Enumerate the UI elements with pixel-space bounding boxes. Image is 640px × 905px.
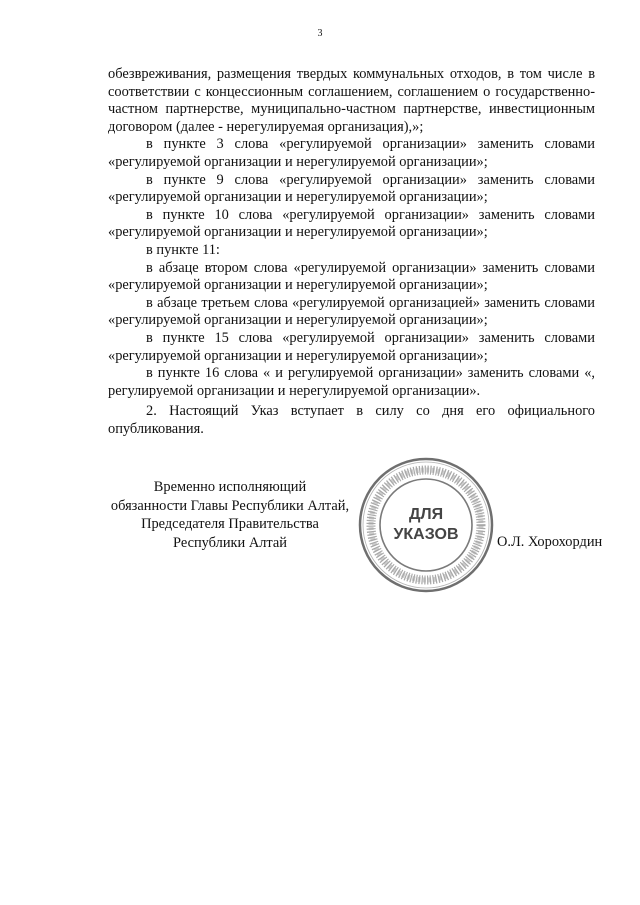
text-line: обезвреживания, размещения твердых коммунальных отходов, в том числе bbox=[108, 66, 583, 82]
paragraph-item-3 bbox=[108, 136, 595, 171]
paragraph-effective-date bbox=[108, 403, 595, 438]
text-line: словами «регулируемой организации и нерегулируемой организации»; bbox=[108, 259, 595, 294]
text-line: в пункте 3 слова «регулируемой организации» заменить словами bbox=[146, 136, 595, 153]
text-line: в пункте 11: bbox=[146, 241, 220, 258]
text-line: в пункте 16 слова « и регулируемой организации» заменить словами bbox=[146, 365, 580, 382]
signatory-title-line: обязанности Главы Республики Алтай, bbox=[110, 497, 350, 514]
seal-text-line1: ДЛЯ bbox=[408, 506, 444, 523]
signatory-name: О.Л. Хорохордин bbox=[497, 534, 603, 550]
text-line: 2. Настоящий Указ вступает в силу со дня его официального bbox=[146, 403, 595, 420]
seal-text-line2: УКАЗОВ bbox=[393, 526, 459, 543]
text-line: в соответствии с концессионным соглашением, соглашением о bbox=[108, 66, 595, 100]
text-line: в пункте 9 слова «регулируемой организации» заменить словами bbox=[146, 171, 595, 188]
text-line: в пункте 15 слова «регулируемой организации» заменить словами bbox=[146, 329, 595, 346]
text-line: «, регулируемой организации и нерегулируемой организации». bbox=[108, 365, 595, 399]
text-line: «регулируемой организации и нерегулируемой организации»; bbox=[108, 224, 488, 241]
signatory-title-line: Временно исполняющий bbox=[153, 479, 307, 495]
paragraph-item-15 bbox=[108, 330, 595, 365]
text-line: в абзаце третьем слова «регулируемой организацией» заменить bbox=[146, 294, 541, 311]
text-line: инвестиционным договором (далее - нерегулируемая организация),»; bbox=[108, 101, 595, 135]
paragraph-continuation bbox=[108, 66, 595, 136]
text-line: «регулируемой организации и нерегулируемой организации»; bbox=[108, 347, 488, 364]
signatory-title-line: Председателя Правительства bbox=[141, 516, 319, 533]
text-line: опубликования. bbox=[108, 420, 204, 437]
paragraph-item-16 bbox=[108, 365, 595, 400]
paragraph-item-11-third bbox=[108, 295, 595, 330]
paragraph-item-11-second bbox=[108, 260, 595, 295]
signatory-title-line: Республики Алтай bbox=[173, 534, 287, 551]
document-body bbox=[108, 66, 595, 438]
text-line: «регулируемой организации и нерегулируемой организации»; bbox=[108, 153, 488, 170]
official-seal bbox=[356, 455, 496, 595]
signatory-title bbox=[100, 478, 360, 552]
text-line: в абзаце втором слова «регулируемой организации» заменить bbox=[146, 259, 539, 276]
paragraph-item-11 bbox=[108, 242, 595, 260]
text-line: «регулируемой организации и нерегулируемой организации»; bbox=[108, 189, 488, 206]
text-line: словами «регулируемой организации и нерегулируемой организации»; bbox=[108, 294, 595, 329]
text-line: государственно-частном партнерстве, муниципально-частном партнерстве, bbox=[108, 83, 595, 118]
page-number: 3 bbox=[317, 28, 323, 39]
paragraph-item-10 bbox=[108, 207, 595, 242]
text-line: в пункте 10 слова «регулируемой организации» заменить словами bbox=[146, 206, 595, 223]
paragraph-item-9 bbox=[108, 172, 595, 207]
